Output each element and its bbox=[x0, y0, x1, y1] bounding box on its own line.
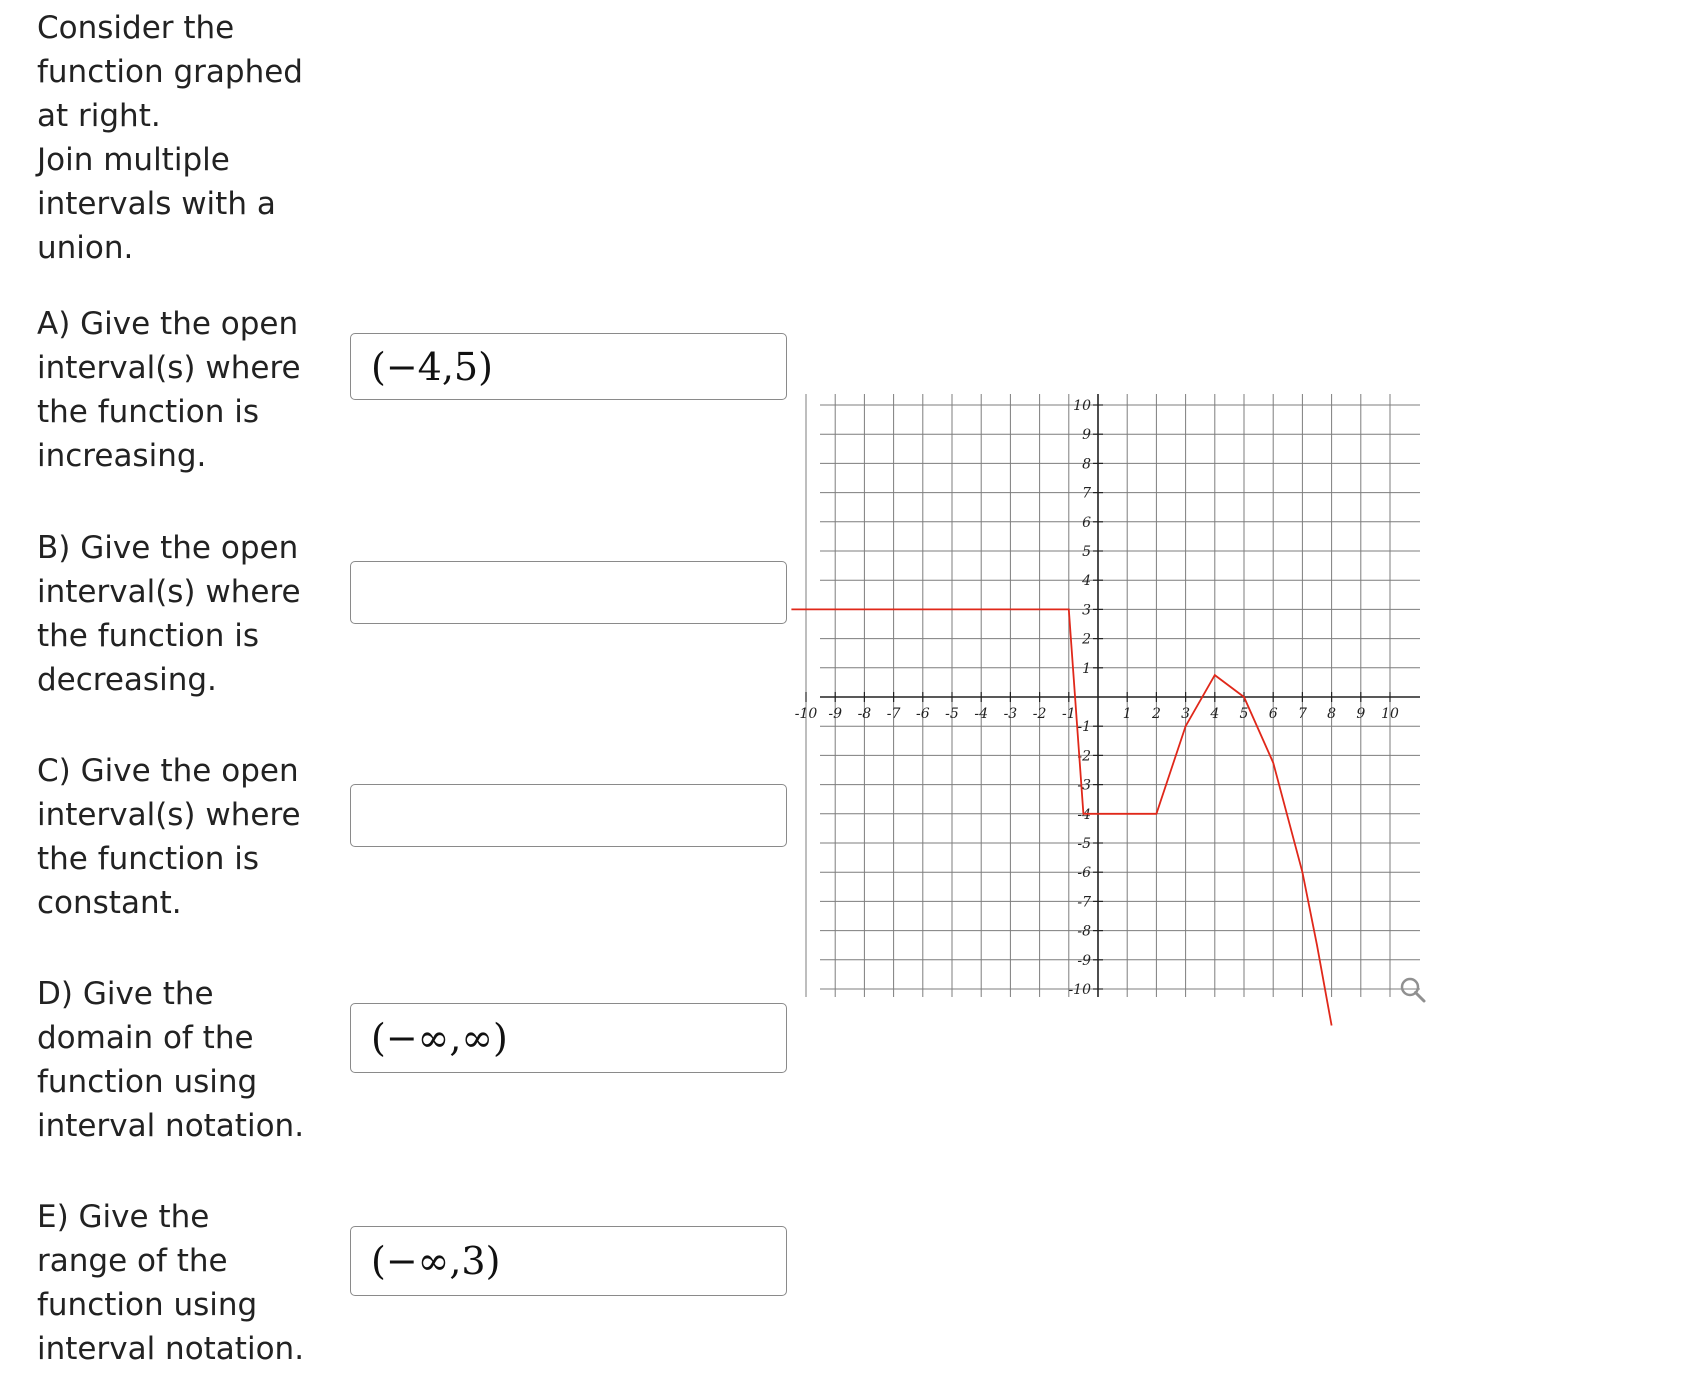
y-tick-label: -5 bbox=[1077, 836, 1091, 852]
answer-d-value: (−∞,∞) bbox=[371, 1016, 508, 1060]
x-tick-label: -2 bbox=[1032, 706, 1047, 722]
y-tick-label: -3 bbox=[1077, 777, 1091, 794]
y-tick-label: 5 bbox=[1082, 544, 1091, 560]
answer-e-value: (−∞,3) bbox=[371, 1239, 501, 1283]
magnify-icon[interactable] bbox=[1402, 979, 1424, 1001]
y-tick-label: 7 bbox=[1082, 485, 1091, 502]
y-tick-label: -6 bbox=[1077, 865, 1091, 882]
y-tick-label: 1 bbox=[1082, 660, 1091, 677]
x-tick-label: -8 bbox=[857, 706, 872, 722]
x-tick-label: -1 bbox=[1061, 706, 1076, 722]
x-tick-label: -7 bbox=[886, 706, 901, 722]
intro-line: at right. bbox=[37, 98, 161, 134]
question-e-label: E) Give the range of the function using interval notation. bbox=[37, 1199, 305, 1367]
y-tick-label: 4 bbox=[1082, 573, 1091, 590]
function-curve bbox=[791, 609, 1331, 1025]
x-tick-label: 5 bbox=[1239, 706, 1249, 722]
x-tick-label: -4 bbox=[974, 706, 989, 722]
question-b-label: B) Give the open interval(s) where the function is decreasing. bbox=[37, 530, 301, 698]
x-tick-label: -9 bbox=[828, 706, 843, 722]
x-tick-label: -10 bbox=[794, 706, 818, 722]
intro-line: union. bbox=[37, 230, 134, 266]
y-tick-label: 2 bbox=[1082, 631, 1091, 648]
y-tick-label: -8 bbox=[1077, 923, 1091, 940]
x-tick-label: -6 bbox=[915, 706, 930, 722]
x-tick-label: 10 bbox=[1381, 706, 1399, 722]
y-tick-label: 9 bbox=[1082, 427, 1091, 444]
y-tick-label: -7 bbox=[1077, 894, 1091, 911]
y-tick-label: 10 bbox=[1073, 398, 1091, 414]
answer-a-value: (−4,5) bbox=[371, 344, 493, 389]
intro-line: function graphed bbox=[37, 54, 303, 90]
y-tick-label: -1 bbox=[1077, 719, 1091, 736]
x-tick-label: 2 bbox=[1151, 706, 1161, 722]
y-tick-label: -10 bbox=[1068, 982, 1091, 998]
y-tick-label: 3 bbox=[1082, 602, 1091, 619]
intro-line: Join multiple bbox=[37, 142, 230, 178]
intro-line: intervals with a bbox=[37, 186, 276, 222]
intro-line: Consider the bbox=[37, 10, 235, 46]
x-tick-label: 3 bbox=[1181, 706, 1191, 722]
x-tick-label: -3 bbox=[1003, 706, 1018, 722]
y-tick-label: 8 bbox=[1082, 456, 1091, 473]
question-d-label: D) Give the domain of the function using interval notation. bbox=[37, 976, 305, 1144]
x-tick-label: 9 bbox=[1356, 706, 1366, 722]
question-c-label: C) Give the open interval(s) where the function is constant. bbox=[37, 753, 301, 921]
y-tick-label: 6 bbox=[1082, 514, 1091, 531]
y-tick-label: -4 bbox=[1077, 806, 1091, 823]
x-tick-label: 7 bbox=[1297, 706, 1307, 722]
y-tick-label: -2 bbox=[1077, 748, 1091, 765]
y-tick-label: -9 bbox=[1077, 952, 1091, 969]
x-tick-label: 6 bbox=[1268, 706, 1278, 722]
x-tick-label: 8 bbox=[1327, 706, 1337, 722]
x-tick-label: 4 bbox=[1210, 706, 1220, 722]
x-tick-label: 1 bbox=[1122, 706, 1132, 722]
x-tick-label: -5 bbox=[945, 706, 959, 722]
question-a-label: A) Give the open interval(s) where the function is increasing. bbox=[37, 306, 301, 474]
